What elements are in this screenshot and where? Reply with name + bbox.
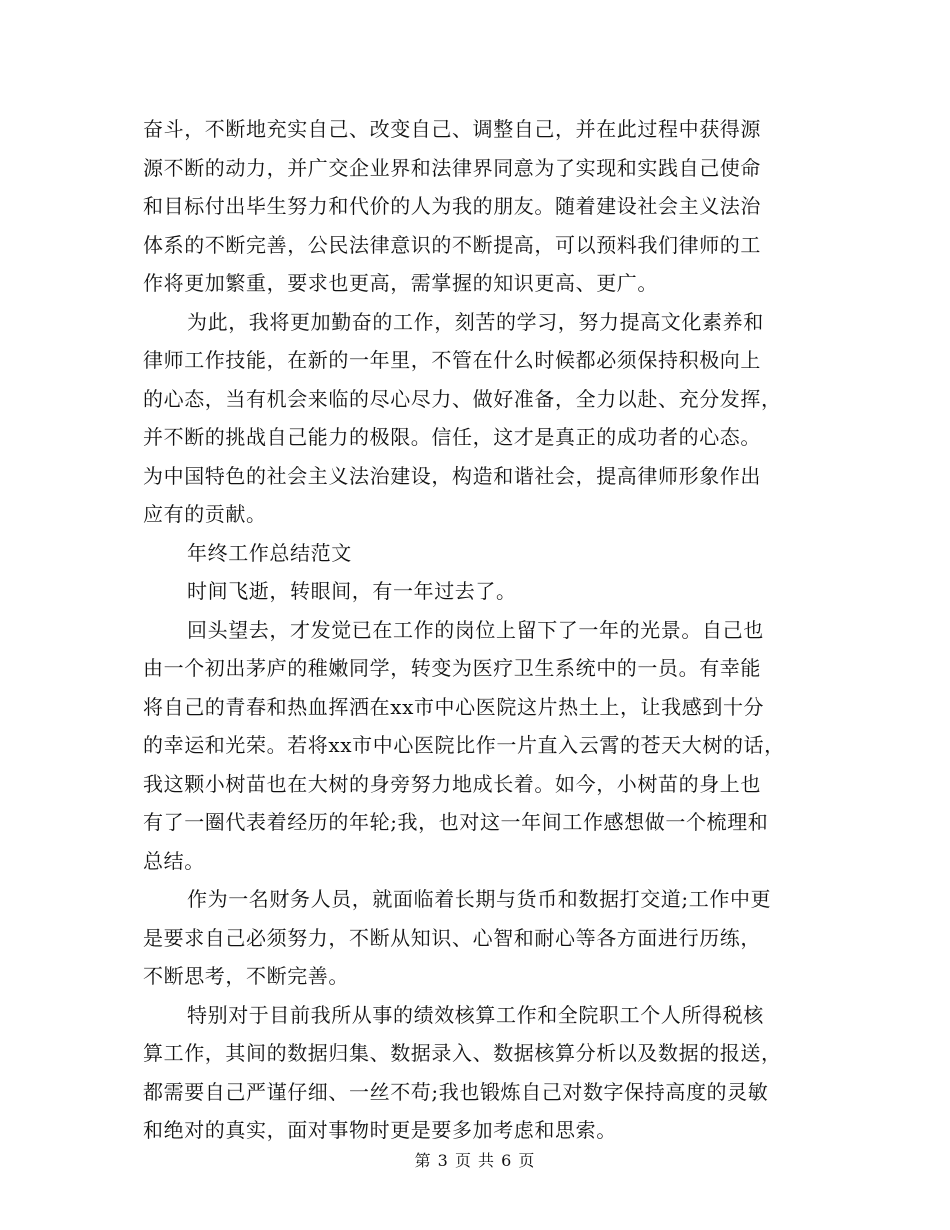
text-line: 奋斗，不断地充实自己、改变自己、调整自己，并在此过程中获得源 xyxy=(143,117,761,141)
text-line: 应有的贡献。 xyxy=(143,502,267,526)
text-line: 将自己的青春和热血挥洒在xx市中心医院这片热土上，让我感到十分 xyxy=(143,694,765,719)
text-line: 年终工作总结范文 xyxy=(187,540,352,565)
text-line: 和目标付出毕生努力和代价的人为我的朋友。随着建设社会主义法治 xyxy=(143,194,761,218)
text-line: 并不断的挑战自己能力的极限。信任，这才是真正的成功者的心态。 xyxy=(143,425,761,449)
text-line: 总结。 xyxy=(143,848,205,873)
text-line: 和绝对的真实，面对事物时更是要多加考虑和思索。 xyxy=(143,1118,617,1142)
text-line: 不断思考，不断完善。 xyxy=(143,964,349,988)
text-line: 是要求自己必须努力，不断从知识、心智和耐心等各方面进行历练， xyxy=(143,925,761,950)
page-footer: 第 3 页 共 6 页 xyxy=(414,1151,536,1170)
text-line: 我这颗小树苗也在大树的身旁努力地成长着。如今，小树苗的身上也 xyxy=(143,771,761,796)
text-line: 算工作，其间的数据归集、数据录入、数据核算分析以及数据的报送， xyxy=(143,1041,782,1065)
text-line: 律师工作技能，在新的一年里，不管在什么时候都必须保持积极向上 xyxy=(143,348,761,372)
text-line: 体系的不断完善，公民法律意识的不断提高，可以预料我们律师的工 xyxy=(143,232,761,257)
text-line: 的心态，当有机会来临的尽心尽力、做好准备，全力以赴、充分发挥， xyxy=(143,386,782,411)
text-line: 为中国特色的社会主义法治建设，构造和谐社会，提高律师形象作出 xyxy=(143,463,761,488)
text-line: 作将更加繁重，要求也更高，需掌握的知识更高、更广。 xyxy=(143,271,658,295)
text-line: 特别对于目前我所从事的绩效核算工作和全院职工个人所得税核 xyxy=(187,1002,764,1027)
text-line: 为此，我将更加勤奋的工作，刻苦的学习，努力提高文化素养和 xyxy=(187,309,764,334)
document-body xyxy=(143,110,823,1150)
text-line: 源不断的动力，并广交企业界和法律界同意为了实现和实践自己使命 xyxy=(143,155,761,180)
text-line: 有了一圈代表着经历的年轮;我，也对这一年间工作感想做一个梳理和 xyxy=(143,810,769,834)
text-line: 由一个初出茅庐的稚嫩同学，转变为医疗卫生系统中的一员。有幸能 xyxy=(143,656,761,680)
text-line: 作为一名财务人员，就面临着长期与货币和数据打交道;工作中更 xyxy=(187,887,772,911)
text-line: 时间飞逝，转眼间，有一年过去了。 xyxy=(187,579,517,603)
text-line: 回头望去，才发觉已在工作的岗位上留下了一年的光景。自己也 xyxy=(187,617,764,642)
text-line: 的幸运和光荣。若将xx市中心医院比作一片直入云霄的苍天大树的话， xyxy=(143,733,785,757)
text-line: 都需要自己严谨仔细、一丝不苟;我也锻炼自己对数字保持高度的灵敏 xyxy=(143,1079,769,1104)
